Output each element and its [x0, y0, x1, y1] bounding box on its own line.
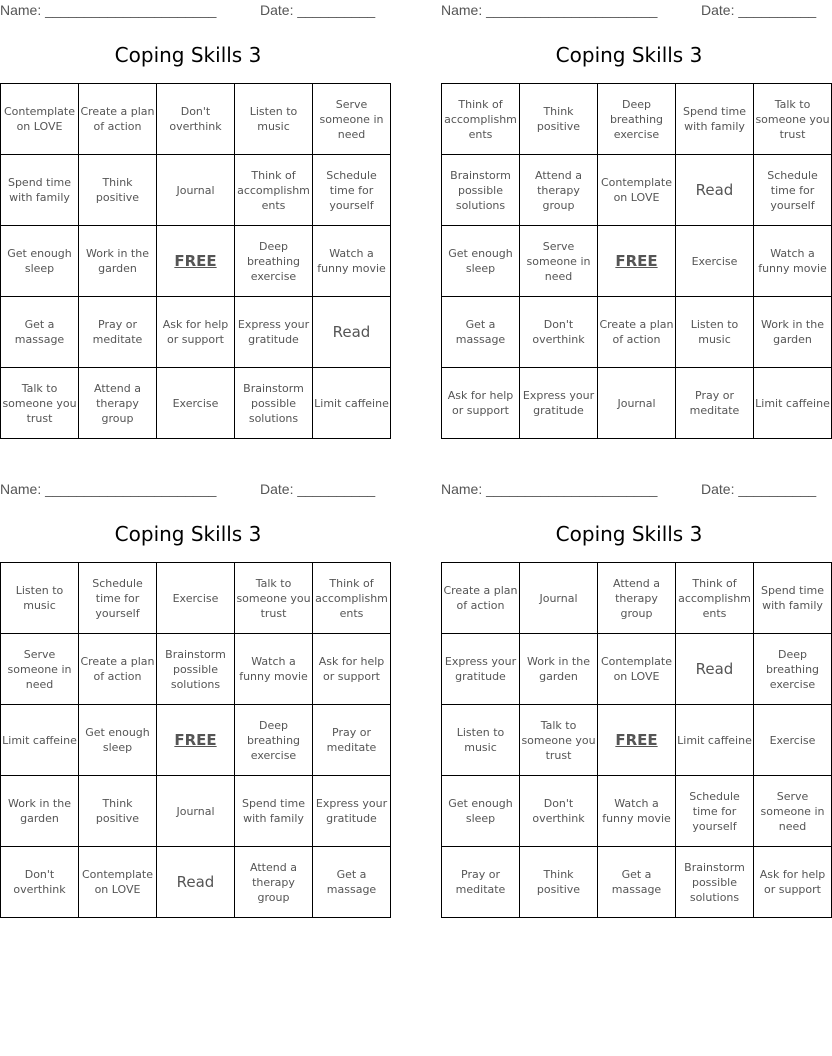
grid-row	[1, 84, 391, 155]
grid-cell: Pray or meditate	[676, 368, 754, 439]
card-header	[441, 481, 817, 501]
free-space-cell: FREE	[157, 705, 235, 776]
grid-cell: Ask for help or support	[442, 368, 520, 439]
grid-cell: Serve someone in need	[1, 634, 79, 705]
grid-row	[442, 297, 832, 368]
grid-cell: Get a massage	[442, 297, 520, 368]
grid-row	[1, 155, 391, 226]
bingo-card-3	[0, 479, 388, 917]
grid-cell: Think of accomplishments	[313, 563, 391, 634]
grid-cell: Read	[157, 847, 235, 918]
grid-cell: Don't overthink	[520, 776, 598, 847]
grid-cell: Pray or meditate	[79, 297, 157, 368]
grid-cell: Spend time with family	[676, 84, 754, 155]
grid-cell: Express your gratitude	[520, 368, 598, 439]
grid-cell: Think positive	[520, 84, 598, 155]
grid-cell: Pray or meditate	[442, 847, 520, 918]
free-space-cell: FREE	[598, 226, 676, 297]
name-field-label: Name: ______________________	[441, 481, 658, 497]
grid-cell: Spend time with family	[235, 776, 313, 847]
card-title: Coping Skills 3	[114, 43, 262, 67]
grid-cell: Think of accomplishments	[442, 84, 520, 155]
grid-row	[1, 634, 391, 705]
grid-row	[442, 226, 832, 297]
grid-cell: Limit caffeine	[1, 705, 79, 776]
grid-cell: Limit caffeine	[676, 705, 754, 776]
grid-cell: Don't overthink	[157, 84, 235, 155]
bingo-card-1	[0, 0, 389, 438]
grid-cell: Get a massage	[1, 297, 79, 368]
grid-cell: Schedule time for yourself	[754, 155, 832, 226]
grid-cell: Contemplate on LOVE	[79, 847, 157, 918]
grid-cell: Deep breathing exercise	[235, 705, 313, 776]
grid-cell: Exercise	[676, 226, 754, 297]
grid-cell: Think positive	[520, 847, 598, 918]
grid-cell: Journal	[520, 563, 598, 634]
grid-cell: Watch a funny movie	[235, 634, 313, 705]
grid-row	[442, 84, 832, 155]
grid-cell: Get a massage	[598, 847, 676, 918]
grid-cell: Watch a funny movie	[598, 776, 676, 847]
grid-cell: Get enough sleep	[79, 705, 157, 776]
grid-cell: Brainstorm possible solutions	[235, 368, 313, 439]
card-header	[0, 481, 376, 501]
card-title: Coping Skills 3	[555, 43, 703, 67]
grid-row	[442, 563, 832, 634]
grid-cell: Read	[313, 297, 391, 368]
grid-cell: Talk to someone you trust	[520, 705, 598, 776]
grid-cell: Attend a therapy group	[235, 847, 313, 918]
grid-cell: Exercise	[157, 563, 235, 634]
grid-row	[1, 847, 391, 918]
grid-cell: Deep breathing exercise	[754, 634, 832, 705]
grid-row	[442, 705, 832, 776]
grid-cell: Talk to someone you trust	[1, 368, 79, 439]
grid-cell: Work in the garden	[754, 297, 832, 368]
grid-cell: Serve someone in need	[520, 226, 598, 297]
grid-cell: Think of accomplishments	[235, 155, 313, 226]
grid-cell: Create a plan of action	[79, 84, 157, 155]
card-title: Coping Skills 3	[114, 522, 262, 546]
grid-cell: Ask for help or support	[313, 634, 391, 705]
grid-cell: Serve someone in need	[754, 776, 832, 847]
grid-cell: Ask for help or support	[157, 297, 235, 368]
grid-cell: Listen to music	[676, 297, 754, 368]
bingo-card-4	[441, 479, 826, 917]
grid-cell: Work in the garden	[79, 226, 157, 297]
grid-cell: Brainstorm possible solutions	[442, 155, 520, 226]
grid-cell: Brainstorm possible solutions	[676, 847, 754, 918]
date-field-label: Date: __________	[260, 2, 376, 18]
grid-cell: Deep breathing exercise	[235, 226, 313, 297]
bingo-grid	[441, 562, 832, 918]
grid-cell: Watch a funny movie	[754, 226, 832, 297]
grid-row	[442, 155, 832, 226]
grid-cell: Attend a therapy group	[79, 368, 157, 439]
grid-cell: Don't overthink	[1, 847, 79, 918]
grid-cell: Exercise	[157, 368, 235, 439]
grid-row	[1, 776, 391, 847]
grid-cell: Brainstorm possible solutions	[157, 634, 235, 705]
grid-row	[442, 368, 832, 439]
grid-cell: Create a plan of action	[442, 563, 520, 634]
grid-cell: Journal	[598, 368, 676, 439]
bingo-grid	[0, 83, 391, 439]
grid-row	[1, 563, 391, 634]
bingo-grid	[441, 83, 832, 439]
grid-cell: Attend a therapy group	[520, 155, 598, 226]
name-field-label: Name: ______________________	[0, 481, 217, 497]
grid-cell: Spend time with family	[754, 563, 832, 634]
grid-row	[1, 297, 391, 368]
grid-cell: Schedule time for yourself	[676, 776, 754, 847]
grid-cell: Contemplate on LOVE	[598, 155, 676, 226]
grid-cell: Journal	[157, 155, 235, 226]
card-title: Coping Skills 3	[555, 522, 703, 546]
grid-cell: Contemplate on LOVE	[598, 634, 676, 705]
card-header	[441, 2, 817, 22]
date-field-label: Date: __________	[701, 481, 817, 497]
grid-cell: Watch a funny movie	[313, 226, 391, 297]
grid-cell: Think positive	[79, 155, 157, 226]
name-field-label: Name: ______________________	[0, 2, 217, 18]
grid-cell: Listen to music	[1, 563, 79, 634]
grid-cell: Ask for help or support	[754, 847, 832, 918]
grid-cell: Create a plan of action	[598, 297, 676, 368]
grid-row	[442, 634, 832, 705]
grid-cell: Express your gratitude	[442, 634, 520, 705]
grid-cell: Listen to music	[442, 705, 520, 776]
grid-cell: Express your gratitude	[313, 776, 391, 847]
name-field-label: Name: ______________________	[441, 2, 658, 18]
grid-cell: Get a massage	[313, 847, 391, 918]
grid-cell: Talk to someone you trust	[235, 563, 313, 634]
grid-cell: Think positive	[79, 776, 157, 847]
grid-cell: Spend time with family	[1, 155, 79, 226]
grid-cell: Get enough sleep	[442, 226, 520, 297]
grid-cell: Schedule time for yourself	[313, 155, 391, 226]
grid-cell: Schedule time for yourself	[79, 563, 157, 634]
grid-cell: Think of accomplishments	[676, 563, 754, 634]
date-field-label: Date: __________	[701, 2, 817, 18]
bingo-card-2	[441, 0, 830, 438]
grid-cell: Don't overthink	[520, 297, 598, 368]
grid-cell: Work in the garden	[1, 776, 79, 847]
date-field-label: Date: __________	[260, 481, 376, 497]
grid-cell: Deep breathing exercise	[598, 84, 676, 155]
grid-cell: Work in the garden	[520, 634, 598, 705]
grid-cell: Attend a therapy group	[598, 563, 676, 634]
grid-cell: Journal	[157, 776, 235, 847]
grid-row	[1, 368, 391, 439]
grid-cell: Limit caffeine	[754, 368, 832, 439]
grid-cell: Serve someone in need	[313, 84, 391, 155]
grid-cell: Get enough sleep	[1, 226, 79, 297]
grid-cell: Read	[676, 634, 754, 705]
bingo-grid	[0, 562, 391, 918]
grid-cell: Pray or meditate	[313, 705, 391, 776]
card-header	[0, 2, 376, 22]
grid-cell: Talk to someone you trust	[754, 84, 832, 155]
grid-row	[1, 226, 391, 297]
grid-cell: Express your gratitude	[235, 297, 313, 368]
grid-cell: Exercise	[754, 705, 832, 776]
grid-cell: Create a plan of action	[79, 634, 157, 705]
grid-cell: Listen to music	[235, 84, 313, 155]
free-space-cell: FREE	[157, 226, 235, 297]
grid-cell: Read	[676, 155, 754, 226]
grid-row	[1, 705, 391, 776]
grid-row	[442, 776, 832, 847]
free-space-cell: FREE	[598, 705, 676, 776]
grid-cell: Get enough sleep	[442, 776, 520, 847]
grid-row	[442, 847, 832, 918]
grid-cell: Contemplate on LOVE	[1, 84, 79, 155]
grid-cell: Limit caffeine	[313, 368, 391, 439]
